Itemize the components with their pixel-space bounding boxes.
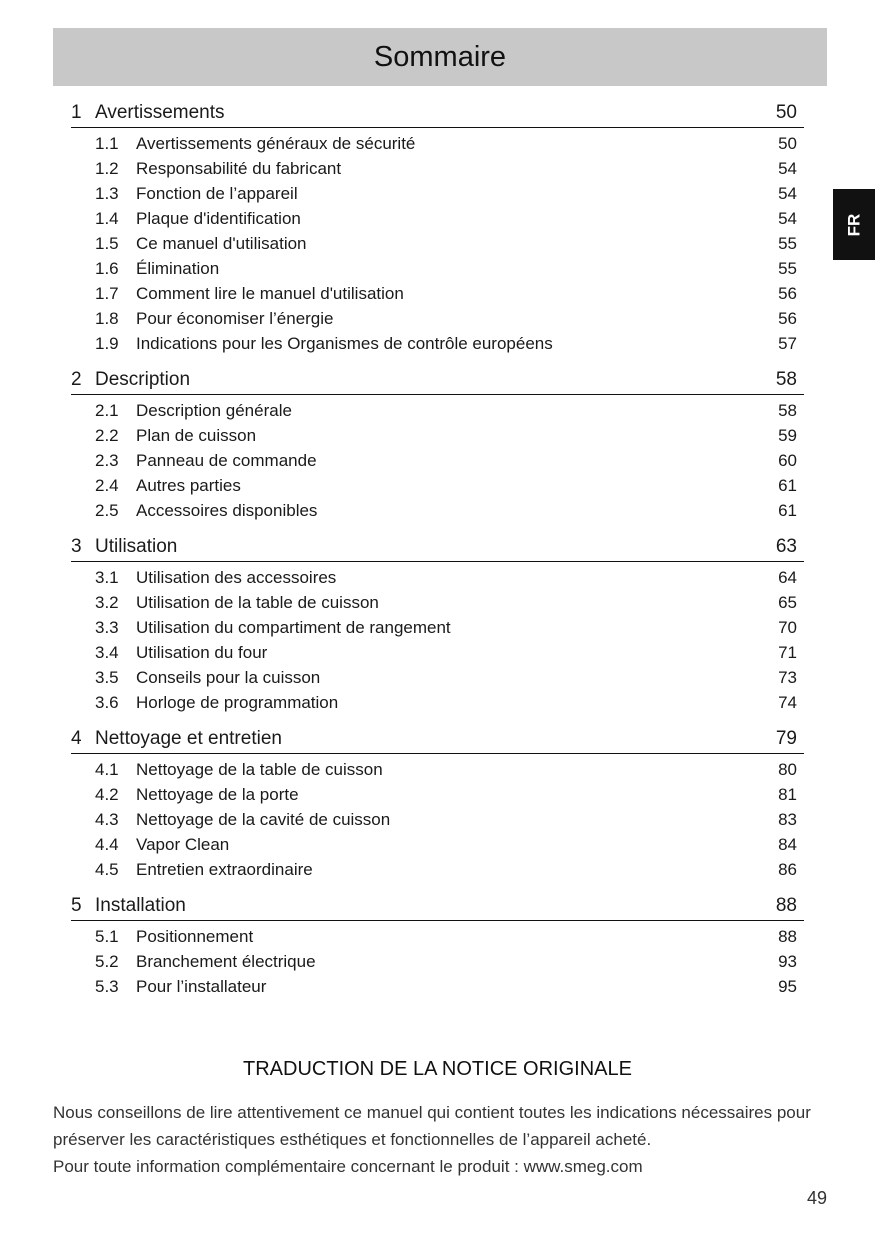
- entry-number: 3.4: [95, 643, 119, 662]
- section-label: [71, 367, 190, 392]
- entry-label: [95, 757, 383, 782]
- entry-number: 4.2: [95, 785, 119, 804]
- entry-page: 83: [778, 810, 797, 829]
- entry-label: [95, 590, 379, 615]
- entry-page: 81: [778, 785, 797, 804]
- entry-page: 55: [778, 234, 797, 253]
- entry-label: [95, 974, 266, 999]
- entry-page: 95: [778, 977, 797, 996]
- entry-page: 70: [778, 618, 797, 637]
- toc-entry[interactable]: [71, 590, 804, 615]
- entry-title: Description générale: [136, 401, 292, 420]
- toc-entry[interactable]: [71, 181, 804, 206]
- entry-title: Branchement électrique: [136, 952, 316, 971]
- entry-page: 71: [778, 643, 797, 662]
- entry-number: 2.5: [95, 501, 119, 520]
- entry-page: 59: [778, 426, 797, 445]
- entry-label: [95, 949, 316, 974]
- toc-entries: [71, 128, 804, 356]
- toc-section-heading[interactable]: [71, 367, 804, 395]
- toc-entry[interactable]: [71, 498, 804, 523]
- entry-number: 3.6: [95, 693, 119, 712]
- translation-title: TRADUCTION DE LA NOTICE ORIGINALE: [243, 1058, 632, 1080]
- entry-label: [95, 206, 301, 231]
- entry-title: Nettoyage de la porte: [136, 785, 299, 804]
- section-title: Installation: [95, 895, 186, 916]
- entry-number: 3.1: [95, 568, 119, 587]
- entry-page: 86: [778, 860, 797, 879]
- toc-section-heading[interactable]: [71, 100, 804, 128]
- entry-title: Panneau de commande: [136, 451, 317, 470]
- entry-page: 74: [778, 693, 797, 712]
- toc-entry[interactable]: [71, 832, 804, 857]
- entry-page: 54: [778, 159, 797, 178]
- toc-section: [71, 534, 804, 715]
- entry-number: 1.4: [95, 209, 119, 228]
- section-number: 5: [71, 895, 82, 916]
- toc-entries: [71, 921, 804, 999]
- entry-page: 54: [778, 184, 797, 203]
- entry-page: 93: [778, 952, 797, 971]
- entry-title: Conseils pour la cuisson: [136, 668, 321, 687]
- entry-page: 57: [778, 334, 797, 353]
- toc-entry[interactable]: [71, 473, 804, 498]
- entry-label: [95, 156, 341, 181]
- entry-title: Positionnement: [136, 927, 254, 946]
- entry-number: 4.1: [95, 760, 119, 779]
- entry-label: [95, 306, 334, 331]
- page-number: 49: [806, 1188, 827, 1208]
- toc-entry[interactable]: [71, 156, 804, 181]
- toc-entry[interactable]: [71, 782, 804, 807]
- section-page: 58: [775, 369, 797, 390]
- entry-label: [95, 615, 451, 640]
- section-page: 50: [775, 102, 797, 123]
- entry-number: 2.2: [95, 426, 119, 445]
- toc-section-heading[interactable]: [71, 534, 804, 562]
- entry-page: 65: [778, 593, 797, 612]
- toc-entry[interactable]: [71, 924, 804, 949]
- language-tab: [833, 189, 875, 260]
- entry-title: Pour économiser l’énergie: [136, 309, 334, 328]
- entry-number: 1.6: [95, 259, 119, 278]
- entry-number: 3.3: [95, 618, 119, 637]
- section-title: Utilisation: [95, 536, 178, 557]
- page-title: Sommaire: [373, 40, 507, 73]
- section-page: 79: [775, 728, 797, 749]
- entry-title: Indications pour les Organismes de contrôle européens: [136, 334, 553, 353]
- entry-title: Utilisation des accessoires: [136, 568, 337, 587]
- toc-entries: [71, 562, 804, 715]
- table-of-contents: [71, 100, 804, 1010]
- entry-title: Élimination: [136, 259, 220, 278]
- section-number: 1: [71, 102, 82, 123]
- entry-number: 2.4: [95, 476, 119, 495]
- entry-title: Nettoyage de la cavité de cuisson: [136, 810, 391, 829]
- section-number: 2: [71, 369, 82, 390]
- entry-label: [95, 640, 267, 665]
- entry-title: Pour l’installateur: [136, 977, 267, 996]
- toc-entry[interactable]: [71, 857, 804, 882]
- section-title: Description: [95, 369, 191, 390]
- intro-paragraph-1: Nous conseillons de lire attentivement ce manuel qui contient toutes les indications nécessaires pour préserver les caractéristiques esthétiques et fonctionnelles de l’appareil acheté.: [53, 1103, 811, 1149]
- entry-title: Utilisation de la table de cuisson: [136, 593, 379, 612]
- entry-number: 1.5: [95, 234, 119, 253]
- entry-page: 80: [778, 760, 797, 779]
- entry-title: Horloge de programmation: [136, 693, 339, 712]
- entry-number: 5.1: [95, 927, 119, 946]
- entry-number: 3.5: [95, 668, 119, 687]
- entry-number: 2.1: [95, 401, 119, 420]
- entry-title: Comment lire le manuel d'utilisation: [136, 284, 404, 303]
- entry-number: 4.5: [95, 860, 119, 879]
- entry-page: 55: [778, 259, 797, 278]
- entry-number: 4.4: [95, 835, 119, 854]
- entry-label: [95, 281, 404, 306]
- intro-text: [53, 1099, 833, 1180]
- entry-label: [95, 924, 253, 949]
- entry-number: 5.3: [95, 977, 119, 996]
- entry-number: 3.2: [95, 593, 119, 612]
- toc-entry[interactable]: [71, 423, 804, 448]
- entry-page: 60: [778, 451, 797, 470]
- toc-section: [71, 367, 804, 523]
- entry-number: 1.1: [95, 134, 119, 153]
- entry-page: 56: [778, 284, 797, 303]
- toc-section: [71, 893, 804, 999]
- entry-page: 54: [778, 209, 797, 228]
- section-title: Avertissements: [95, 102, 225, 123]
- toc-entry[interactable]: [71, 206, 804, 231]
- section-number: 4: [71, 728, 82, 749]
- section-number: 3: [71, 536, 82, 557]
- entry-number: 2.3: [95, 451, 119, 470]
- toc-section-heading[interactable]: [71, 726, 804, 754]
- toc-entry[interactable]: [71, 331, 804, 356]
- toc-entry[interactable]: [71, 949, 804, 974]
- entry-page: 73: [778, 668, 797, 687]
- entry-title: Plan de cuisson: [136, 426, 257, 445]
- entry-label: [95, 331, 553, 356]
- toc-entry[interactable]: [71, 231, 804, 256]
- entry-title: Entretien extraordinaire: [136, 860, 313, 879]
- toc-entry[interactable]: [71, 615, 804, 640]
- toc-entry[interactable]: [71, 448, 804, 473]
- section-title: Nettoyage et entretien: [95, 728, 282, 749]
- entry-label: [95, 181, 298, 206]
- toc-entry[interactable]: [71, 690, 804, 715]
- toc-entry[interactable]: [71, 398, 804, 423]
- section-label: [71, 534, 177, 559]
- entry-label: [95, 565, 336, 590]
- entry-number: 4.3: [95, 810, 119, 829]
- entry-page: 64: [778, 568, 797, 587]
- entry-number: 1.2: [95, 159, 119, 178]
- toc-entries: [71, 395, 804, 523]
- toc-entry[interactable]: [71, 807, 804, 832]
- entry-label: [95, 473, 241, 498]
- toc-section-heading[interactable]: [71, 893, 804, 921]
- entry-number: 1.9: [95, 334, 119, 353]
- entry-number: 1.7: [95, 284, 119, 303]
- toc-entry[interactable]: [71, 281, 804, 306]
- section-page: 63: [775, 536, 797, 557]
- entry-title: Utilisation du four: [136, 643, 268, 662]
- toc-entry[interactable]: [71, 757, 804, 782]
- section-label: [71, 100, 225, 125]
- toc-entry[interactable]: [71, 256, 804, 281]
- entry-number: 1.3: [95, 184, 119, 203]
- toc-entry[interactable]: [71, 640, 804, 665]
- entry-number: 5.2: [95, 952, 119, 971]
- toc-entry[interactable]: [71, 665, 804, 690]
- entry-label: [95, 423, 256, 448]
- entry-label: [95, 782, 299, 807]
- entry-title: Autres parties: [136, 476, 241, 495]
- entry-label: [95, 398, 292, 423]
- entry-page: 56: [778, 309, 797, 328]
- entry-title: Utilisation du compartiment de rangement: [136, 618, 451, 637]
- section-label: [71, 893, 186, 918]
- entry-title: Nettoyage de la table de cuisson: [136, 760, 383, 779]
- entry-title: Ce manuel d'utilisation: [136, 234, 307, 253]
- entry-label: [95, 690, 338, 715]
- entry-page: 61: [778, 476, 797, 495]
- section-page: 88: [775, 895, 797, 916]
- section-label: [71, 726, 282, 751]
- entry-page: 61: [778, 501, 797, 520]
- entry-page: 88: [778, 927, 797, 946]
- entry-label: [95, 857, 313, 882]
- entry-title: Vapor Clean: [136, 835, 230, 854]
- entry-title: Responsabilité du fabricant: [136, 159, 342, 178]
- intro-paragraph-2: Pour toute information complémentaire concernant le produit : www.smeg.com: [53, 1157, 643, 1176]
- entry-label: [95, 665, 320, 690]
- entry-title: Fonction de l’appareil: [136, 184, 298, 203]
- entry-number: 1.8: [95, 309, 119, 328]
- entry-label: [95, 832, 229, 857]
- entry-label: [95, 448, 317, 473]
- toc-entry[interactable]: [71, 131, 804, 156]
- entry-title: Avertissements généraux de sécurité: [136, 134, 416, 153]
- entry-label: [95, 498, 317, 523]
- entry-label: [95, 256, 219, 281]
- toc-entry[interactable]: [71, 565, 804, 590]
- toc-entries: [71, 754, 804, 882]
- entry-page: 50: [778, 134, 797, 153]
- title-bar: [53, 28, 827, 86]
- entry-title: Plaque d'identification: [136, 209, 301, 228]
- toc-entry[interactable]: [71, 974, 804, 999]
- entry-label: [95, 231, 307, 256]
- entry-title: Accessoires disponibles: [136, 501, 318, 520]
- toc-section: [71, 100, 804, 356]
- entry-label: [95, 807, 390, 832]
- entry-page: 84: [778, 835, 797, 854]
- entry-page: 58: [778, 401, 797, 420]
- entry-label: [95, 131, 415, 156]
- language-tab-label: FR: [843, 213, 863, 236]
- toc-entry[interactable]: [71, 306, 804, 331]
- toc-section: [71, 726, 804, 882]
